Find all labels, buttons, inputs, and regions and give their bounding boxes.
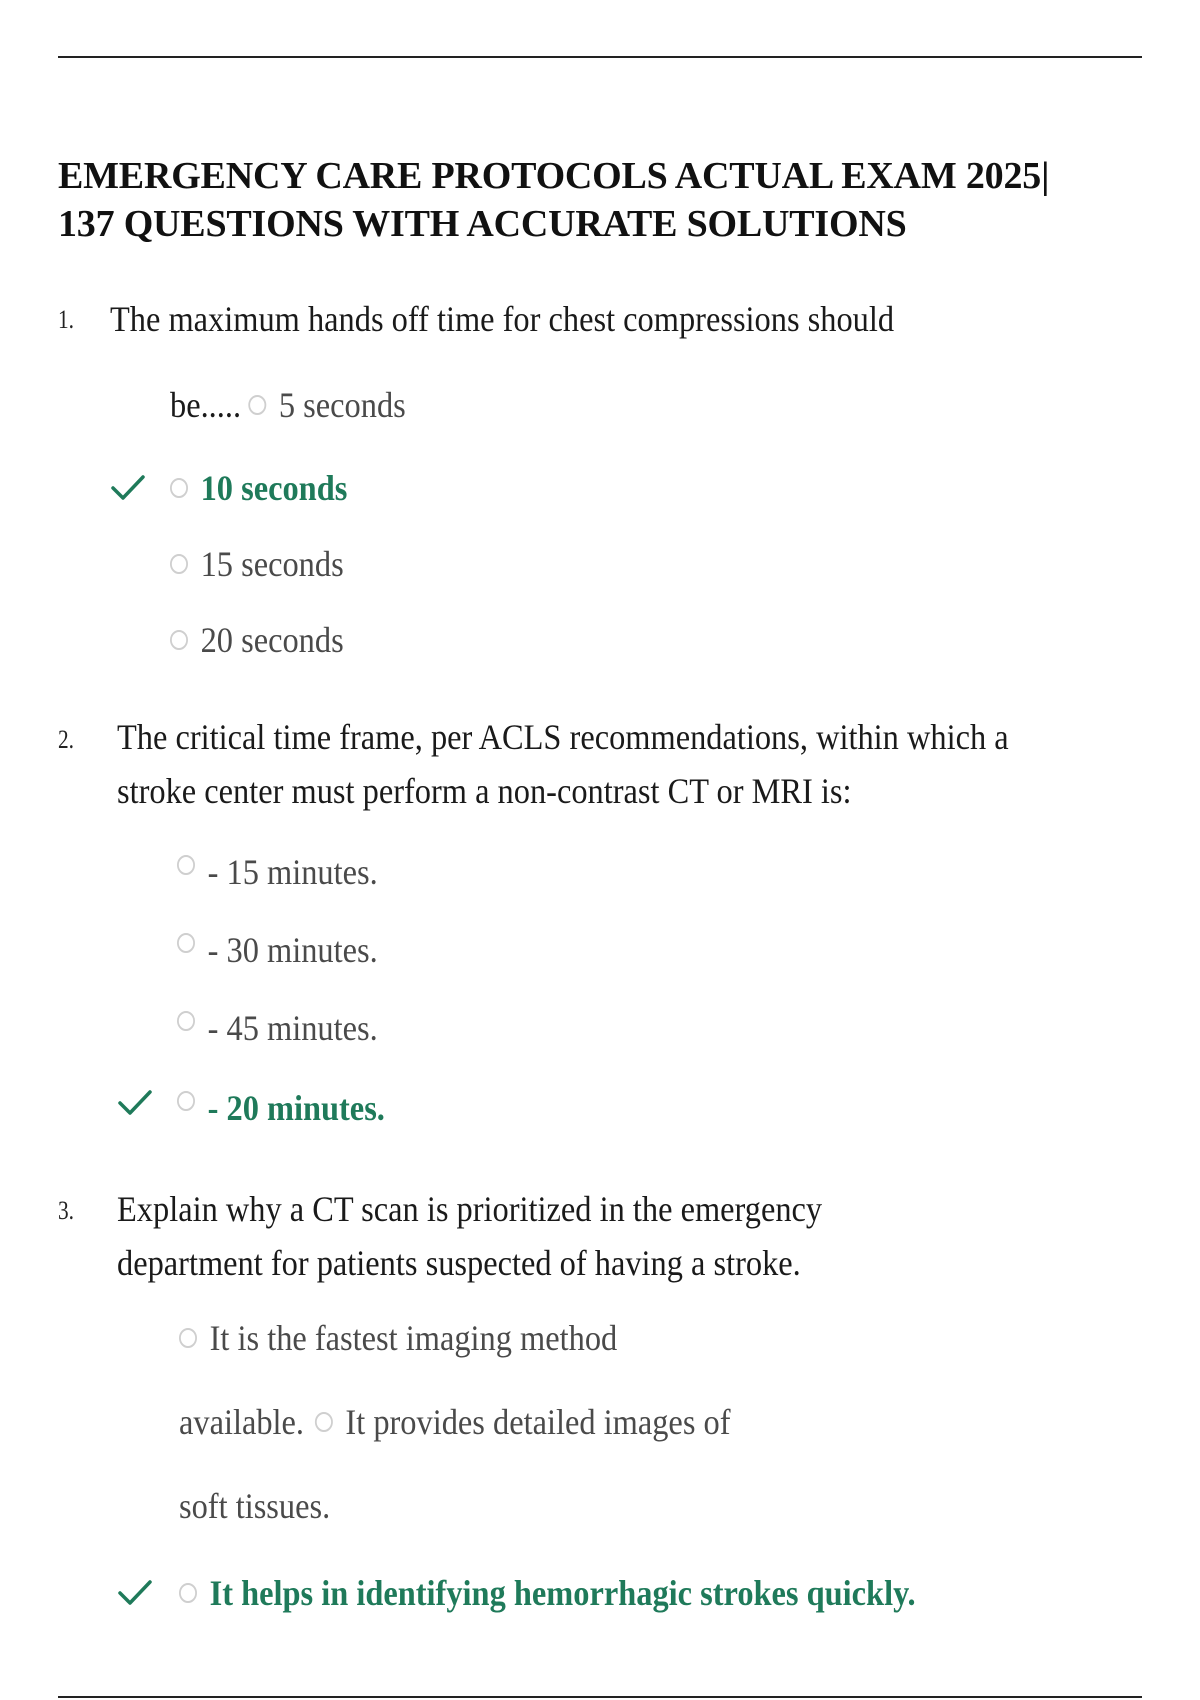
title-line-2: 137 QUESTIONS WITH ACCURATE SOLUTIONS bbox=[58, 203, 907, 245]
option-label: It provides detailed images of bbox=[345, 1402, 731, 1442]
radio-circle-icon[interactable] bbox=[177, 855, 195, 875]
question-number: 2. bbox=[58, 725, 74, 754]
option-correct[interactable] bbox=[177, 1080, 385, 1136]
radio-circle-icon[interactable] bbox=[177, 933, 195, 953]
option[interactable] bbox=[170, 612, 344, 668]
title-line-1: EMERGENCY CARE PROTOCOLS ACTUAL EXAM 2025| bbox=[58, 155, 1050, 197]
question-text: The critical time frame, per ACLS recommendations, within which a bbox=[117, 717, 1009, 757]
option-label: - 20 minutes. bbox=[207, 1088, 385, 1128]
option[interactable] bbox=[177, 1000, 378, 1056]
option-continuation bbox=[179, 1394, 731, 1450]
option-label: It is the fastest imaging method bbox=[209, 1318, 618, 1358]
radio-circle-icon[interactable] bbox=[170, 478, 188, 498]
question-number: 1. bbox=[58, 305, 74, 334]
option[interactable] bbox=[179, 1310, 617, 1366]
bottom-rule bbox=[58, 1696, 1142, 1698]
option[interactable] bbox=[177, 922, 378, 978]
question-text-line-2: be..... bbox=[170, 385, 242, 425]
option[interactable] bbox=[177, 844, 378, 900]
option-label: - 15 minutes. bbox=[207, 852, 378, 892]
check-icon bbox=[110, 473, 146, 503]
radio-circle-icon[interactable] bbox=[248, 395, 266, 415]
question-text: stroke center must perform a non-contrast CT or MRI is: bbox=[117, 771, 852, 811]
radio-circle-icon[interactable] bbox=[179, 1583, 197, 1603]
question-number: 3. bbox=[58, 1196, 74, 1225]
option-label: 10 seconds bbox=[200, 468, 348, 508]
option-label-continued: soft tissues. bbox=[179, 1486, 331, 1526]
page-title bbox=[58, 152, 1142, 248]
question-text-continuation bbox=[170, 378, 406, 432]
top-rule bbox=[58, 56, 1142, 58]
option-label: 15 seconds bbox=[200, 544, 344, 584]
option[interactable] bbox=[170, 536, 344, 592]
check-icon bbox=[117, 1578, 153, 1608]
option-label: 5 seconds bbox=[278, 385, 406, 425]
option-label: It helps in identifying hemorrhagic strokes quickly. bbox=[209, 1573, 916, 1613]
option-continuation bbox=[179, 1478, 330, 1534]
radio-circle-icon[interactable] bbox=[177, 1091, 195, 1111]
option-label: 20 seconds bbox=[200, 620, 344, 660]
option-correct[interactable] bbox=[170, 460, 347, 516]
option-label-continued: available. bbox=[179, 1402, 305, 1442]
option-label: - 30 minutes. bbox=[207, 930, 378, 970]
question-text: Explain why a CT scan is prioritized in the emergency bbox=[117, 1189, 823, 1229]
radio-circle-icon[interactable] bbox=[179, 1328, 197, 1348]
question-text: department for patients suspected of having a stroke. bbox=[117, 1243, 801, 1283]
check-icon bbox=[117, 1088, 153, 1118]
radio-circle-icon[interactable] bbox=[177, 1011, 195, 1031]
radio-circle-icon[interactable] bbox=[315, 1412, 333, 1432]
option-correct[interactable] bbox=[179, 1565, 916, 1621]
radio-circle-icon[interactable] bbox=[170, 630, 188, 650]
radio-circle-icon[interactable] bbox=[170, 554, 188, 574]
option-label: - 45 minutes. bbox=[207, 1008, 378, 1048]
question-text: The maximum hands off time for chest compressions should bbox=[110, 299, 895, 339]
